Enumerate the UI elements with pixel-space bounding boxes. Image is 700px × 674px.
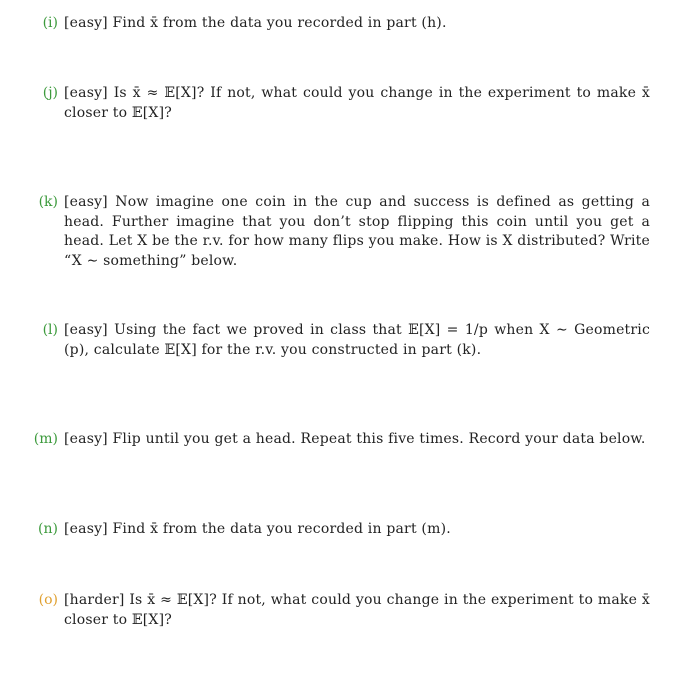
problem-label: (o) [38, 592, 58, 608]
problem-text: [easy] Find x̄ from the data you recorded in part (m). [64, 521, 451, 537]
problem-label: (m) [33, 431, 58, 447]
problem-text: [harder] Is x̄ ≈ 𝔼[X]? If not, what could you change in the experiment to make x̄ closer to 𝔼[X]? [64, 592, 650, 628]
problem-label: (n) [38, 521, 58, 537]
problem-text: [easy] Now imagine one coin in the cup and success is defined as getting a head. Further imagine that you don’t stop flipping this coin until you get a head. Let X be the r.v. for how many flips you make. How is X distributed? Write “X ∼ something” below. [64, 194, 650, 269]
problem-label: (i) [42, 15, 58, 31]
problem-label: (l) [42, 322, 58, 338]
problem-text: [easy] Using the fact we proved in class that 𝔼[X] = 1/p when X ∼ Geometric (p), calculate 𝔼[X] for the r.v. you constructed in part (k). [64, 322, 650, 358]
problem-text: [easy] Is x̄ ≈ 𝔼[X]? If not, what could you change in the experiment to make x̄ closer to 𝔼[X]? [64, 85, 650, 121]
problem-text: [easy] Flip until you get a head. Repeat this five times. Record your data below. [64, 431, 646, 447]
problem-text: [easy] Find x̄ from the data you recorded in part (h). [64, 15, 447, 31]
problem-label: (k) [38, 194, 58, 210]
problem-label: (j) [42, 85, 58, 101]
